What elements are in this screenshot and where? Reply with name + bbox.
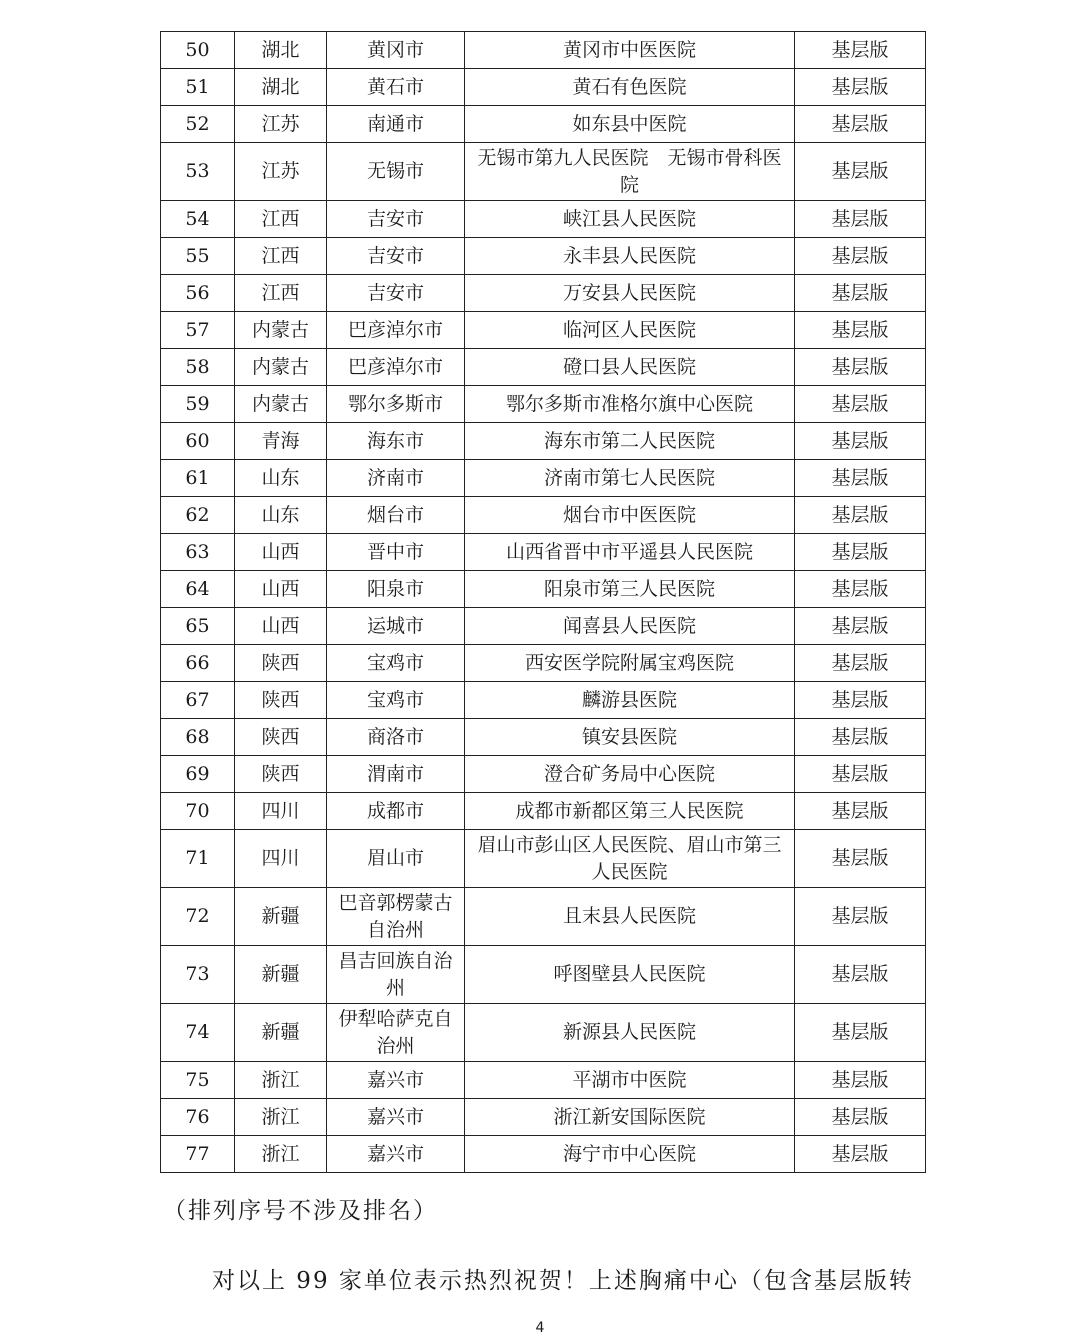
- cell-version: 基层版: [795, 312, 926, 349]
- cell-province: 四川: [235, 793, 327, 830]
- cell-hospital: 海宁市中心医院: [465, 1136, 795, 1173]
- cell-city: 吉安市: [327, 238, 465, 275]
- cell-number: 66: [161, 645, 235, 682]
- cell-province: 江西: [235, 275, 327, 312]
- cell-province: 江西: [235, 238, 327, 275]
- table-row: [161, 571, 926, 608]
- table-row: [161, 238, 926, 275]
- cell-version: 基层版: [795, 756, 926, 793]
- cell-version: 基层版: [795, 349, 926, 386]
- cell-version: 基层版: [795, 682, 926, 719]
- cell-number: 50: [161, 32, 235, 69]
- table-row: [161, 1004, 926, 1062]
- cell-province: 山东: [235, 460, 327, 497]
- cell-province: 山西: [235, 608, 327, 645]
- cell-province: 新疆: [235, 888, 327, 946]
- cell-hospital: 浙江新安国际医院: [465, 1099, 795, 1136]
- cell-version: 基层版: [795, 497, 926, 534]
- cell-province: 内蒙古: [235, 349, 327, 386]
- cell-version: 基层版: [795, 143, 926, 201]
- cell-number: 52: [161, 106, 235, 143]
- cell-version: 基层版: [795, 460, 926, 497]
- table-row: [161, 608, 926, 645]
- cell-number: 73: [161, 946, 235, 1004]
- cell-version: 基层版: [795, 69, 926, 106]
- table-row: [161, 793, 926, 830]
- table-row: [161, 201, 926, 238]
- cell-province: 内蒙古: [235, 312, 327, 349]
- cell-hospital: 临河区人民医院: [465, 312, 795, 349]
- cell-city: 伊犁哈萨克自治州: [327, 1004, 465, 1062]
- cell-province: 浙江: [235, 1136, 327, 1173]
- cell-province: 青海: [235, 423, 327, 460]
- table-row: [161, 534, 926, 571]
- cell-hospital: 如东县中医院: [465, 106, 795, 143]
- cell-province: 江西: [235, 201, 327, 238]
- cell-hospital: 海东市第二人民医院: [465, 423, 795, 460]
- cell-version: 基层版: [795, 1099, 926, 1136]
- cell-province: 浙江: [235, 1062, 327, 1099]
- cell-hospital: 呼图壁县人民医院: [465, 946, 795, 1004]
- table-row: [161, 830, 926, 888]
- cell-city: 鄂尔多斯市: [327, 386, 465, 423]
- cell-hospital: 万安县人民医院: [465, 275, 795, 312]
- cell-city: 无锡市: [327, 143, 465, 201]
- cell-hospital: 麟游县医院: [465, 682, 795, 719]
- cell-version: 基层版: [795, 423, 926, 460]
- cell-city: 嘉兴市: [327, 1099, 465, 1136]
- cell-version: 基层版: [795, 1004, 926, 1062]
- cell-province: 山西: [235, 534, 327, 571]
- body-paragraph: 对以上 99 家单位表示热烈祝贺！上述胸痛中心（包含基层版转: [212, 1268, 914, 1294]
- cell-number: 75: [161, 1062, 235, 1099]
- cell-province: 陕西: [235, 719, 327, 756]
- table-body: [161, 32, 926, 1173]
- cell-number: 76: [161, 1099, 235, 1136]
- cell-hospital: 闻喜县人民医院: [465, 608, 795, 645]
- cell-hospital: 镇安县医院: [465, 719, 795, 756]
- cell-number: 68: [161, 719, 235, 756]
- table-row: [161, 386, 926, 423]
- cell-hospital: 成都市新都区第三人民医院: [465, 793, 795, 830]
- cell-province: 陕西: [235, 682, 327, 719]
- table-row: [161, 719, 926, 756]
- cell-province: 山东: [235, 497, 327, 534]
- table-row: [161, 460, 926, 497]
- cell-hospital: 且末县人民医院: [465, 888, 795, 946]
- table-row: [161, 32, 926, 69]
- table-row: [161, 106, 926, 143]
- page-number: 4: [535, 1320, 545, 1336]
- cell-version: 基层版: [795, 201, 926, 238]
- cell-province: 湖北: [235, 69, 327, 106]
- cell-province: 陕西: [235, 756, 327, 793]
- table-row: [161, 682, 926, 719]
- cell-version: 基层版: [795, 571, 926, 608]
- cell-number: 56: [161, 275, 235, 312]
- cell-number: 60: [161, 423, 235, 460]
- cell-number: 69: [161, 756, 235, 793]
- table-row: [161, 1136, 926, 1173]
- cell-province: 新疆: [235, 1004, 327, 1062]
- cell-version: 基层版: [795, 608, 926, 645]
- cell-number: 59: [161, 386, 235, 423]
- cell-hospital: 无锡市第九人民医院 无锡市骨科医院: [465, 143, 795, 201]
- cell-province: 四川: [235, 830, 327, 888]
- cell-city: 嘉兴市: [327, 1136, 465, 1173]
- table-row: [161, 143, 926, 201]
- cell-hospital: 山西省晋中市平遥县人民医院: [465, 534, 795, 571]
- table-row: [161, 312, 926, 349]
- cell-province: 山西: [235, 571, 327, 608]
- cell-version: 基层版: [795, 275, 926, 312]
- cell-version: 基层版: [795, 946, 926, 1004]
- cell-version: 基层版: [795, 534, 926, 571]
- cell-city: 宝鸡市: [327, 645, 465, 682]
- table-row: [161, 349, 926, 386]
- cell-city: 南通市: [327, 106, 465, 143]
- cell-province: 陕西: [235, 645, 327, 682]
- cell-hospital: 济南市第七人民医院: [465, 460, 795, 497]
- cell-version: 基层版: [795, 238, 926, 275]
- table-row: [161, 1099, 926, 1136]
- cell-hospital: 磴口县人民医院: [465, 349, 795, 386]
- cell-hospital: 阳泉市第三人民医院: [465, 571, 795, 608]
- cell-hospital: 永丰县人民医院: [465, 238, 795, 275]
- cell-city: 巴彦淖尔市: [327, 349, 465, 386]
- cell-hospital: 新源县人民医院: [465, 1004, 795, 1062]
- cell-city: 海东市: [327, 423, 465, 460]
- cell-hospital: 眉山市彭山区人民医院、眉山市第三人民医院: [465, 830, 795, 888]
- cell-number: 64: [161, 571, 235, 608]
- cell-city: 烟台市: [327, 497, 465, 534]
- cell-city: 宝鸡市: [327, 682, 465, 719]
- cell-version: 基层版: [795, 645, 926, 682]
- cell-version: 基层版: [795, 888, 926, 946]
- table-row: [161, 888, 926, 946]
- cell-number: 72: [161, 888, 235, 946]
- cell-hospital: 澄合矿务局中心医院: [465, 756, 795, 793]
- cell-city: 嘉兴市: [327, 1062, 465, 1099]
- cell-city: 阳泉市: [327, 571, 465, 608]
- cell-number: 54: [161, 201, 235, 238]
- cell-province: 湖北: [235, 32, 327, 69]
- table-row: [161, 946, 926, 1004]
- cell-city: 巴彦淖尔市: [327, 312, 465, 349]
- cell-hospital: 黄石有色医院: [465, 69, 795, 106]
- cell-city: 吉安市: [327, 201, 465, 238]
- cell-city: 商洛市: [327, 719, 465, 756]
- cell-city: 眉山市: [327, 830, 465, 888]
- cell-number: 65: [161, 608, 235, 645]
- cell-version: 基层版: [795, 1136, 926, 1173]
- cell-number: 67: [161, 682, 235, 719]
- cell-city: 济南市: [327, 460, 465, 497]
- table-row: [161, 756, 926, 793]
- cell-city: 吉安市: [327, 275, 465, 312]
- cell-number: 71: [161, 830, 235, 888]
- table-row: [161, 645, 926, 682]
- cell-province: 新疆: [235, 946, 327, 1004]
- cell-hospital: 鄂尔多斯市准格尔旗中心医院: [465, 386, 795, 423]
- cell-number: 70: [161, 793, 235, 830]
- cell-version: 基层版: [795, 830, 926, 888]
- cell-number: 58: [161, 349, 235, 386]
- cell-city: 昌吉回族自治州: [327, 946, 465, 1004]
- cell-city: 黄石市: [327, 69, 465, 106]
- cell-version: 基层版: [795, 793, 926, 830]
- table-row: [161, 275, 926, 312]
- table-row: [161, 497, 926, 534]
- cell-number: 55: [161, 238, 235, 275]
- cell-province: 江苏: [235, 143, 327, 201]
- cell-city: 运城市: [327, 608, 465, 645]
- cell-number: 62: [161, 497, 235, 534]
- cell-city: 成都市: [327, 793, 465, 830]
- cell-number: 61: [161, 460, 235, 497]
- cell-version: 基层版: [795, 32, 926, 69]
- cell-hospital: 烟台市中医医院: [465, 497, 795, 534]
- footnote: （排列序号不涉及排名）: [163, 1198, 438, 1224]
- cell-province: 江苏: [235, 106, 327, 143]
- cell-number: 74: [161, 1004, 235, 1062]
- cell-city: 黄冈市: [327, 32, 465, 69]
- hospital-list-table: [160, 31, 926, 1173]
- cell-number: 77: [161, 1136, 235, 1173]
- table-row: [161, 423, 926, 460]
- cell-version: 基层版: [795, 719, 926, 756]
- cell-number: 57: [161, 312, 235, 349]
- cell-province: 浙江: [235, 1099, 327, 1136]
- cell-number: 53: [161, 143, 235, 201]
- cell-hospital: 黄冈市中医医院: [465, 32, 795, 69]
- cell-hospital: 峡江县人民医院: [465, 201, 795, 238]
- cell-province: 内蒙古: [235, 386, 327, 423]
- cell-city: 晋中市: [327, 534, 465, 571]
- cell-version: 基层版: [795, 1062, 926, 1099]
- table-row: [161, 69, 926, 106]
- cell-hospital: 西安医学院附属宝鸡医院: [465, 645, 795, 682]
- cell-number: 63: [161, 534, 235, 571]
- cell-number: 51: [161, 69, 235, 106]
- cell-city: 巴音郭楞蒙古自治州: [327, 888, 465, 946]
- cell-version: 基层版: [795, 386, 926, 423]
- cell-version: 基层版: [795, 106, 926, 143]
- cell-city: 渭南市: [327, 756, 465, 793]
- cell-hospital: 平湖市中医院: [465, 1062, 795, 1099]
- table-row: [161, 1062, 926, 1099]
